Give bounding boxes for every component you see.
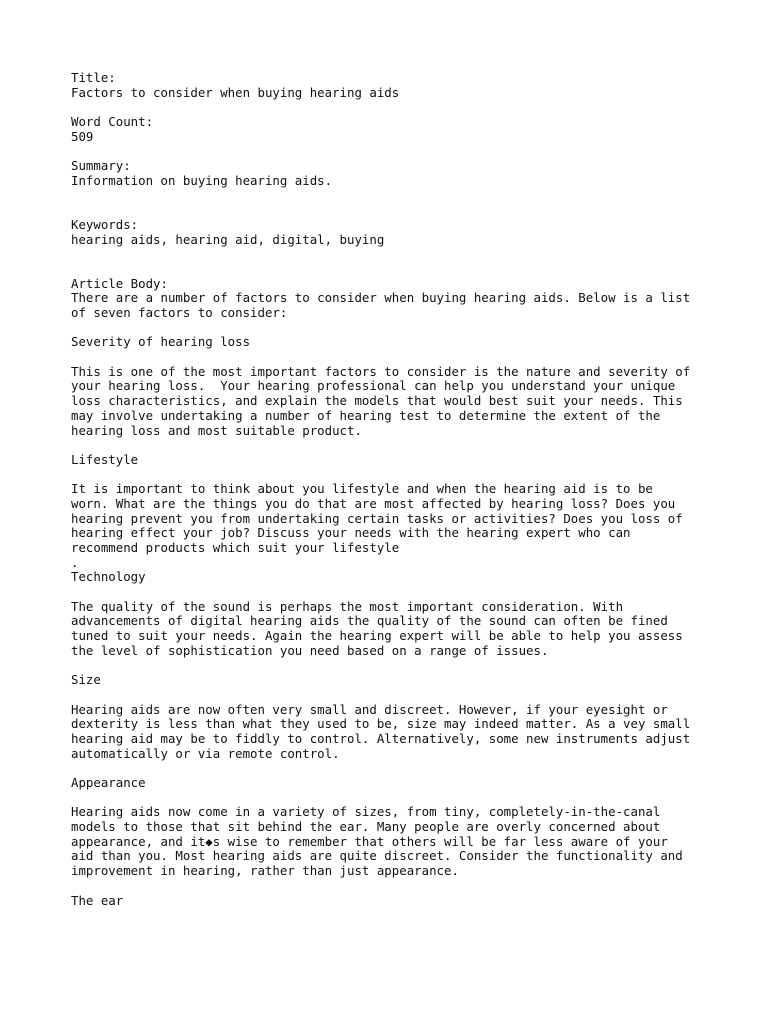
keywords-value: hearing aids, hearing aid, digital, buying bbox=[71, 231, 385, 247]
paragraph-line: appearance, and it◆s wise to remember that others will be far less aware of your bbox=[71, 833, 668, 849]
section-heading: Size bbox=[71, 672, 101, 688]
paragraph-line: loss characteristics, and explain the models that would best suit your needs. This bbox=[71, 393, 683, 409]
document-page bbox=[71, 71, 731, 908]
paragraph-line: worn. What are the things you do that are most affected by hearing loss? Does you bbox=[71, 495, 676, 511]
paragraph-line: recommend products which suit your lifestyle bbox=[71, 540, 400, 556]
paragraph-line: automatically or via remote control. bbox=[71, 745, 340, 761]
paragraph-line: . bbox=[71, 554, 79, 570]
paragraph-line: advancements of digital hearing aids the quality of the sound can often be fined bbox=[71, 613, 668, 629]
paragraph-line: aid than you. Most hearing aids are quite discreet. Consider the functionality and bbox=[71, 848, 683, 864]
section-heading: The ear bbox=[71, 892, 124, 908]
summary-label: Summary: bbox=[71, 158, 131, 174]
article-body-label: Article Body: bbox=[71, 275, 168, 291]
paragraph-line: your hearing loss. Your hearing professional can help you understand your unique bbox=[71, 378, 676, 394]
title-label: Title: bbox=[71, 70, 116, 85]
section-heading: Lifestyle bbox=[71, 451, 139, 467]
paragraph-line: improvement in hearing, rather than just appearance. bbox=[71, 863, 459, 879]
paragraph-line: It is important to think about you lifestyle and when the hearing aid is to be bbox=[71, 481, 653, 497]
paragraph-line: hearing aid may be to fiddly to control. Alternatively, some new instruments adjust bbox=[71, 730, 691, 746]
title-value: Factors to consider when buying hearing aids bbox=[71, 84, 400, 100]
paragraph-line: hearing loss and most suitable product. bbox=[71, 422, 362, 438]
paragraph-line: Hearing aids are now often very small and discreet. However, if your eyesight or bbox=[71, 701, 668, 717]
paragraph-line: hearing prevent you from undertaking certain tasks or activities? Does you loss of bbox=[71, 510, 683, 526]
word-count-label: Word Count: bbox=[71, 114, 154, 130]
paragraph-line: This is one of the most important factors to consider is the nature and severity of bbox=[71, 363, 691, 379]
paragraph-line: may involve undertaking a number of hearing test to determine the extent of the bbox=[71, 407, 661, 423]
paragraph-line: The quality of the sound is perhaps the most important consideration. With bbox=[71, 598, 624, 614]
paragraph-line: models to those that sit behind the ear. Many people are overly concerned about bbox=[71, 819, 661, 835]
section-heading: Appearance bbox=[71, 775, 146, 791]
paragraph-line: hearing effect your job? Discuss your needs with the hearing expert who can bbox=[71, 525, 631, 541]
section-heading: Severity of hearing loss bbox=[71, 334, 251, 350]
paragraph-line: dexterity is less than what they used to be, size may indeed matter. As a vey small bbox=[71, 716, 691, 732]
intro-line: There are a number of factors to consider when buying hearing aids. Below is a list bbox=[71, 290, 691, 306]
paragraph-line: the level of sophistication you need based on a range of issues. bbox=[71, 642, 549, 658]
section-heading: Technology bbox=[71, 569, 146, 585]
summary-value: Information on buying hearing aids. bbox=[71, 172, 333, 188]
paragraph-line: tuned to suit your needs. Again the hearing expert will be able to help you assess bbox=[71, 628, 683, 644]
word-count-value: 509 bbox=[71, 128, 94, 144]
intro-line: of seven factors to consider: bbox=[71, 305, 288, 321]
keywords-label: Keywords: bbox=[71, 216, 139, 232]
paragraph-line: Hearing aids now come in a variety of sizes, from tiny, completely-in-the-canal bbox=[71, 804, 661, 820]
